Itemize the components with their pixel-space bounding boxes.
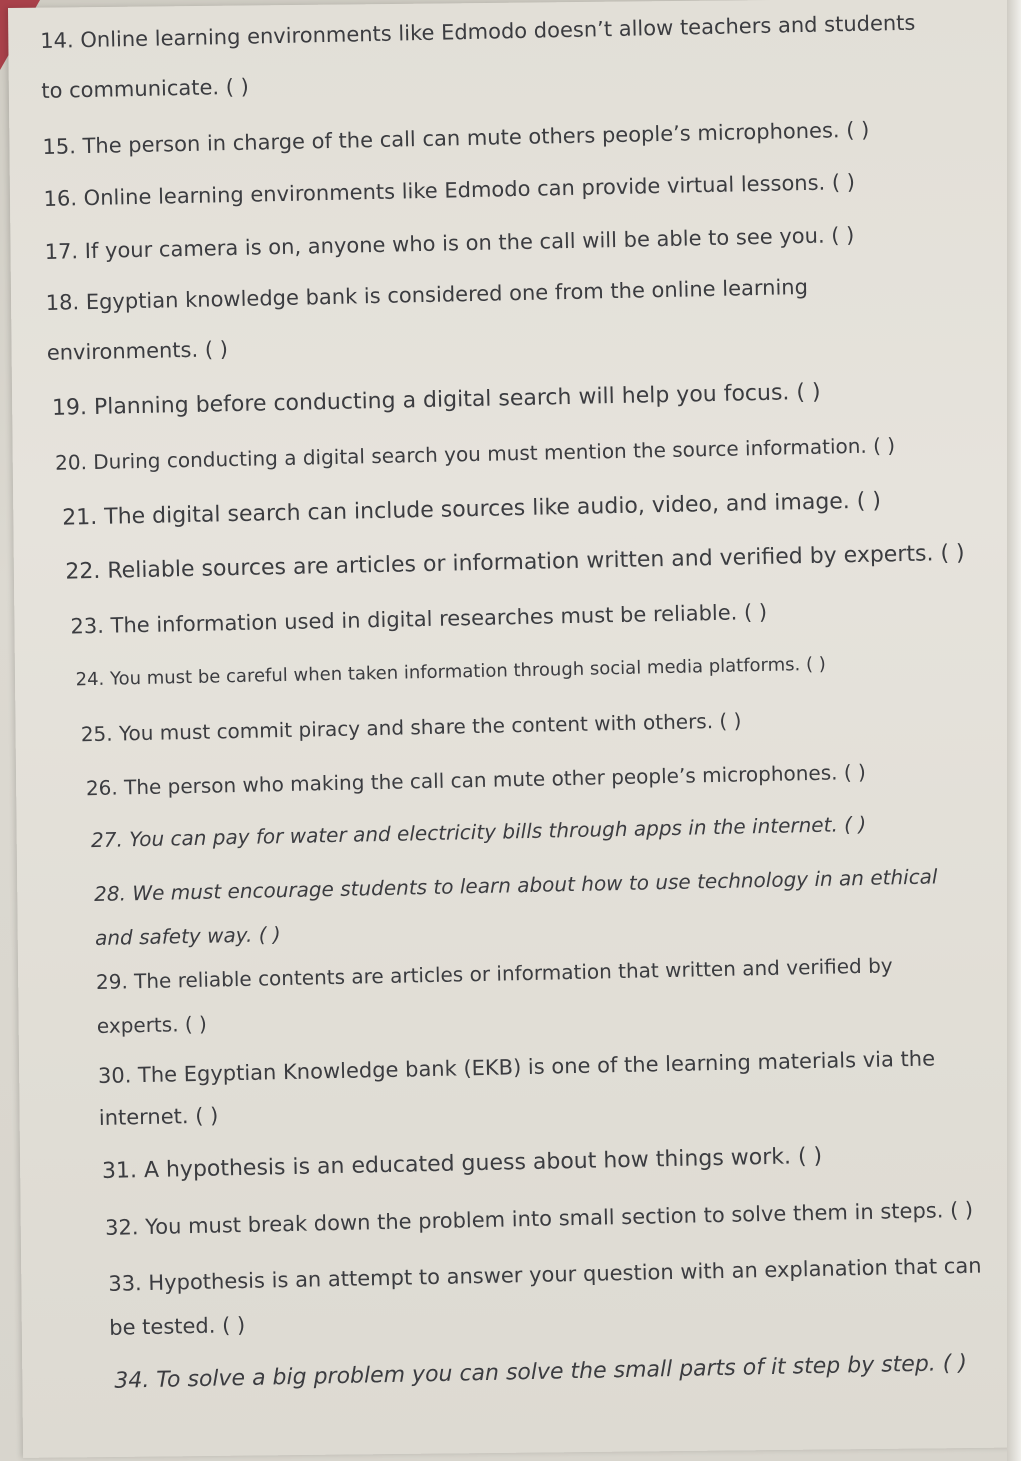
question-text-continued: and safety way. ( ): [94, 922, 281, 951]
question-text: 17. If your camera is on, anyone who is on the call will be able to see you. ( ): [44, 222, 855, 264]
question-text: 28. We must encourage students to learn about how to use technology in an ethical: [93, 864, 938, 907]
question-text: 18. Egyptian knowledge bank is considered one from the online learning: [45, 274, 809, 315]
question-text-continued: to communicate. ( ): [41, 74, 250, 103]
question-text-continued: be tested. ( ): [108, 1312, 246, 1340]
page-edge: [1007, 0, 1021, 1461]
question-text: 22. Reliable sources are articles or information written and verified by experts. ( ): [65, 540, 965, 585]
question-text: 24. You must be careful when taken information through social media platforms. ( ): [75, 653, 826, 691]
question-text-continued: experts. ( ): [96, 1011, 208, 1039]
question-text: 30. The Egyptian Knowledge bank (EKB) is one of the learning materials via the: [97, 1046, 936, 1089]
question-text: 14. Online learning environments like Edmodo doesn’t allow teachers and students: [40, 10, 916, 53]
question-text: 20. During conducting a digital search you must mention the source information. ( ): [54, 433, 896, 475]
question-text: 21. The digital search can include sources like audio, video, and image. ( ): [62, 488, 882, 531]
question-text: 34. To solve a big problem you can solve the small parts of it step by step. ( ): [114, 1350, 968, 1394]
question-text: 26. The person who making the call can mute other people’s microphones. ( ): [85, 759, 867, 801]
question-text: 33. Hypothesis is an attempt to answer your question with an explanation that can: [108, 1253, 982, 1296]
question-text: 25. You must commit piracy and share the content with others. ( ): [80, 708, 742, 747]
question-text: 31. A hypothesis is an educated guess about how things work. ( ): [101, 1143, 823, 1184]
question-text-continued: internet. ( ): [98, 1103, 219, 1131]
question-text: 15. The person in charge of the call can mute others people’s microphones. ( ): [42, 117, 870, 159]
question-text: 32. You must break down the problem into small section to solve them in steps. ( ): [104, 1197, 974, 1240]
question-text: 16. Online learning environments like Edmodo can provide virtual lessons. ( ): [43, 169, 856, 211]
question-text-continued: environments. ( ): [46, 337, 229, 365]
question-text: 29. The reliable contents are articles or information that written and verified by: [95, 953, 893, 995]
question-text: 23. The information used in digital researches must be reliable. ( ): [70, 599, 768, 639]
question-text: 27. You can pay for water and electricity bills through apps in the internet. ( ): [90, 811, 867, 853]
question-text: 19. Planning before conducting a digital search will help you focus. ( ): [51, 379, 821, 421]
